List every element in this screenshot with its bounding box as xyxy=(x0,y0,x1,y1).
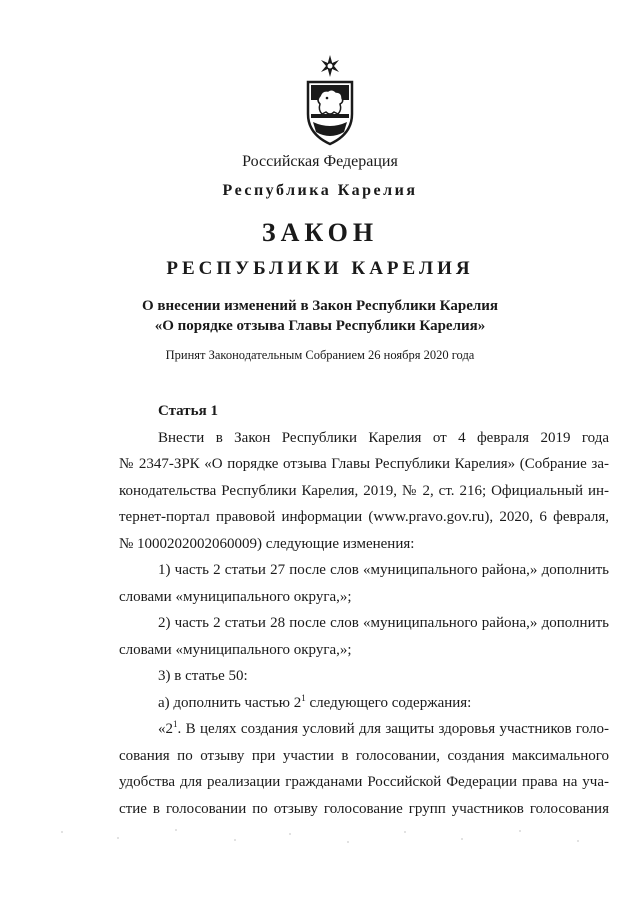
adoption-note: Принят Законодательным Собранием 26 ноября 2020 года xyxy=(165,348,475,362)
list-item xyxy=(119,610,609,663)
item3a-text-after: следующего содержания: xyxy=(305,694,472,711)
scan-noise xyxy=(0,820,640,850)
document-title-line1: О внесении изменений в Закон Республики Карелия xyxy=(141,298,499,314)
karelia-coat-of-arms-icon xyxy=(300,52,360,148)
intro-line: № 2347-ЗРК «О порядке отзыва Главы Республики Карелия» (Собрание за- xyxy=(119,456,609,472)
intro-line: № 1000202002060009) следующие изменения: xyxy=(119,535,415,552)
item2-line: 2) часть 2 статьи 28 после слов «муниципального района,» дополнить xyxy=(158,615,609,631)
list-item xyxy=(119,557,609,610)
intro-line: Внести в Закон Республики Карелия от 4 февраля 2019 года xyxy=(158,429,609,446)
quote-line: сования по отзыву при участии в голосовании, создания максимального xyxy=(119,747,609,764)
superscript: 1 xyxy=(173,719,178,729)
quote-line: стие в голосовании по отзыву голосование групп участников голосования xyxy=(119,800,609,817)
document-title-line2: «О порядке отзыва Главы Республики Карелия» xyxy=(154,318,486,334)
intro-line: конодательства Республики Карелия, 2019, № 2, ст. 216; Официальный ин- xyxy=(119,482,609,499)
quote-line xyxy=(119,716,609,743)
article-intro xyxy=(119,425,609,558)
item3-line: 3) в статье 50: xyxy=(158,668,248,684)
list-item xyxy=(119,690,609,717)
item3a-line xyxy=(119,690,609,717)
country-name: Российская Федерация xyxy=(242,153,398,170)
item1-line: 1) часть 2 статьи 27 после слов «муниципального района,» дополнить xyxy=(158,562,609,578)
list-item xyxy=(119,663,609,690)
quote-open: «2 xyxy=(158,721,173,737)
article-heading: Статья 1 xyxy=(158,403,218,419)
item3a-text: а) дополнить частью 2 xyxy=(158,694,302,711)
quote-line: удобства для реализации гражданами Российской Федерации права на уча- xyxy=(119,774,609,790)
superscript: 1 xyxy=(301,692,306,703)
document-type: ЗАКОН xyxy=(261,218,379,247)
intro-line: тернет-портал правовой информации (www.pravo.gov.ru), 2020, 6 февраля, xyxy=(119,509,609,525)
quoted-paragraph xyxy=(119,716,609,822)
item2-line: словами «муниципального округа,»; xyxy=(119,641,352,658)
quote-first-rest: . В целях создания условий для защиты здоровья участников голо- xyxy=(177,721,609,737)
item1-line: словами «муниципального округа,»; xyxy=(119,588,352,605)
republic-name: Республика Карелия xyxy=(222,182,418,199)
document-title xyxy=(0,296,640,336)
document-issuer: РЕСПУБЛИКИ КАРЕЛИЯ xyxy=(166,258,474,279)
document-body xyxy=(119,398,609,822)
